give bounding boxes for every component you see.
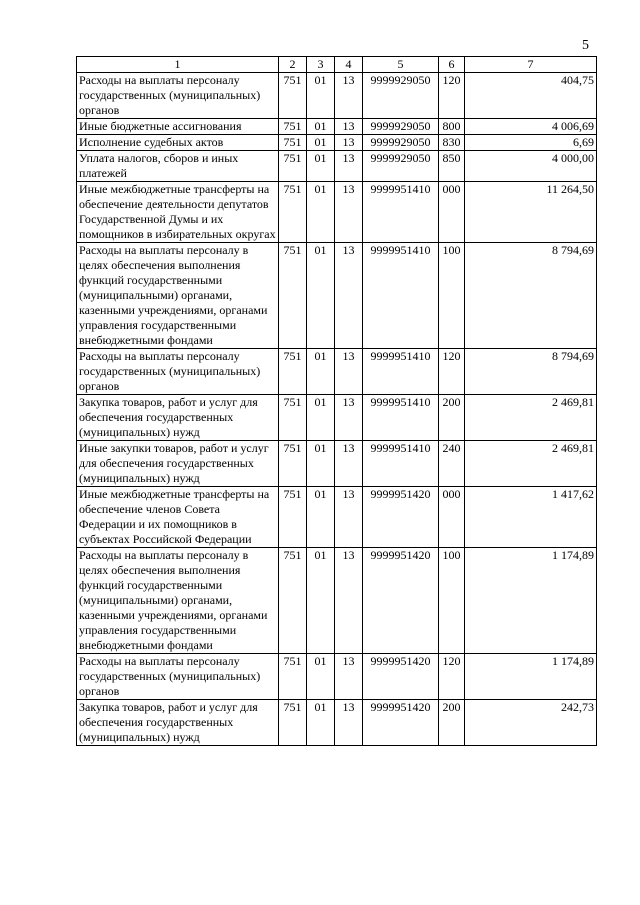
row-code-cell: 01: [307, 182, 335, 243]
row-name-cell: Иные межбюджетные трансферты на обеспечение членов Совета Федерации и их помощников в субъектах Российской Федерации: [77, 487, 279, 548]
row-code-cell: 850: [439, 151, 465, 182]
row-code-cell: 9999929050: [363, 151, 439, 182]
row-code-cell: 000: [439, 182, 465, 243]
column-header: 3: [307, 57, 335, 73]
row-code-cell: 13: [335, 151, 363, 182]
row-code-cell: 751: [279, 349, 307, 395]
row-code-cell: 13: [335, 441, 363, 487]
column-header: 2: [279, 57, 307, 73]
row-code-cell: 9999951420: [363, 487, 439, 548]
row-code-cell: 01: [307, 700, 335, 746]
row-code-cell: 751: [279, 654, 307, 700]
table-header-row: [77, 57, 597, 73]
row-code-cell: 13: [335, 349, 363, 395]
row-code-cell: 9999929050: [363, 73, 439, 119]
row-code-cell: 200: [439, 395, 465, 441]
row-code-cell: 01: [307, 441, 335, 487]
row-sum-cell: 2 469,81: [465, 441, 597, 487]
row-name-cell: Иные бюджетные ассигнования: [77, 119, 279, 135]
table-row: [77, 548, 597, 654]
row-code-cell: 9999951410: [363, 441, 439, 487]
column-header: 7: [465, 57, 597, 73]
row-code-cell: 751: [279, 243, 307, 349]
row-code-cell: 13: [335, 73, 363, 119]
row-code-cell: 9999951410: [363, 349, 439, 395]
row-code-cell: 01: [307, 151, 335, 182]
row-code-cell: 13: [335, 135, 363, 151]
table-row: [77, 151, 597, 182]
row-name-cell: Уплата налогов, сборов и иных платежей: [77, 151, 279, 182]
column-header: 1: [77, 57, 279, 73]
row-code-cell: 9999951410: [363, 243, 439, 349]
row-code-cell: 830: [439, 135, 465, 151]
row-code-cell: 751: [279, 548, 307, 654]
table-row: [77, 135, 597, 151]
row-code-cell: 120: [439, 73, 465, 119]
table-row: [77, 119, 597, 135]
row-code-cell: 751: [279, 395, 307, 441]
row-sum-cell: 4 006,69: [465, 119, 597, 135]
row-code-cell: 13: [335, 487, 363, 548]
row-code-cell: 13: [335, 700, 363, 746]
row-sum-cell: 1 174,89: [465, 654, 597, 700]
table-row: [77, 182, 597, 243]
column-header: 5: [363, 57, 439, 73]
row-code-cell: 751: [279, 441, 307, 487]
row-name-cell: Иные межбюджетные трансферты на обеспечение деятельности депутатов Государственной Думы и их помощников в избирательных округах: [77, 182, 279, 243]
row-code-cell: 01: [307, 135, 335, 151]
row-name-cell: Расходы на выплаты персоналу в целях обеспечения выполнения функций государственными (муниципальными) органами, казенными учреждениями, органами управления государственными внебюджетными фондами: [77, 548, 279, 654]
row-code-cell: 800: [439, 119, 465, 135]
table-row: [77, 243, 597, 349]
row-code-cell: 100: [439, 243, 465, 349]
row-code-cell: 9999951410: [363, 395, 439, 441]
row-code-cell: 9999929050: [363, 119, 439, 135]
column-header: 6: [439, 57, 465, 73]
row-code-cell: 751: [279, 151, 307, 182]
table-row: [77, 73, 597, 119]
table-row: [77, 441, 597, 487]
row-name-cell: Расходы на выплаты персоналу в целях обеспечения выполнения функций государственными (муниципальными) органами, казенными учреждениями, органами управления государственными внебюджетными фондами: [77, 243, 279, 349]
row-code-cell: 100: [439, 548, 465, 654]
row-sum-cell: 404,75: [465, 73, 597, 119]
row-code-cell: 751: [279, 487, 307, 548]
row-code-cell: 120: [439, 654, 465, 700]
table-row: [77, 700, 597, 746]
row-sum-cell: 2 469,81: [465, 395, 597, 441]
row-code-cell: 000: [439, 487, 465, 548]
row-code-cell: 751: [279, 135, 307, 151]
row-code-cell: 13: [335, 182, 363, 243]
row-code-cell: 9999951410: [363, 182, 439, 243]
row-code-cell: 13: [335, 548, 363, 654]
row-name-cell: Закупка товаров, работ и услуг для обеспечения государственных (муниципальных) нужд: [77, 700, 279, 746]
row-sum-cell: 1 174,89: [465, 548, 597, 654]
row-sum-cell: 11 264,50: [465, 182, 597, 243]
row-code-cell: 01: [307, 548, 335, 654]
row-code-cell: 01: [307, 395, 335, 441]
row-name-cell: Иные закупки товаров, работ и услуг для обеспечения государственных (муниципальных) нужд: [77, 441, 279, 487]
row-name-cell: Расходы на выплаты персоналу государственных (муниципальных) органов: [77, 73, 279, 119]
table-body: [77, 73, 597, 746]
row-code-cell: 01: [307, 119, 335, 135]
row-code-cell: 01: [307, 654, 335, 700]
row-sum-cell: 8 794,69: [465, 349, 597, 395]
row-code-cell: 9999951420: [363, 654, 439, 700]
row-name-cell: Исполнение судебных актов: [77, 135, 279, 151]
row-code-cell: 200: [439, 700, 465, 746]
row-code-cell: 13: [335, 395, 363, 441]
row-code-cell: 13: [335, 119, 363, 135]
row-code-cell: 13: [335, 243, 363, 349]
row-sum-cell: 4 000,00: [465, 151, 597, 182]
row-code-cell: 01: [307, 73, 335, 119]
row-sum-cell: 1 417,62: [465, 487, 597, 548]
row-code-cell: 240: [439, 441, 465, 487]
row-code-cell: 751: [279, 119, 307, 135]
row-sum-cell: 242,73: [465, 700, 597, 746]
page-number: 5: [582, 38, 589, 53]
row-code-cell: 751: [279, 700, 307, 746]
row-name-cell: Закупка товаров, работ и услуг для обеспечения государственных (муниципальных) нужд: [77, 395, 279, 441]
row-code-cell: 13: [335, 654, 363, 700]
row-name-cell: Расходы на выплаты персоналу государственных (муниципальных) органов: [77, 349, 279, 395]
row-code-cell: 9999951420: [363, 548, 439, 654]
budget-table: [76, 56, 597, 746]
row-code-cell: 9999929050: [363, 135, 439, 151]
table-row: [77, 395, 597, 441]
column-header: 4: [335, 57, 363, 73]
row-sum-cell: 8 794,69: [465, 243, 597, 349]
row-name-cell: Расходы на выплаты персоналу государственных (муниципальных) органов: [77, 654, 279, 700]
table-row: [77, 349, 597, 395]
row-code-cell: 01: [307, 487, 335, 548]
row-sum-cell: 6,69: [465, 135, 597, 151]
row-code-cell: 9999951420: [363, 700, 439, 746]
row-code-cell: 120: [439, 349, 465, 395]
row-code-cell: 01: [307, 349, 335, 395]
row-code-cell: 01: [307, 243, 335, 349]
row-code-cell: 751: [279, 182, 307, 243]
row-code-cell: 751: [279, 73, 307, 119]
table-row: [77, 654, 597, 700]
table-row: [77, 487, 597, 548]
